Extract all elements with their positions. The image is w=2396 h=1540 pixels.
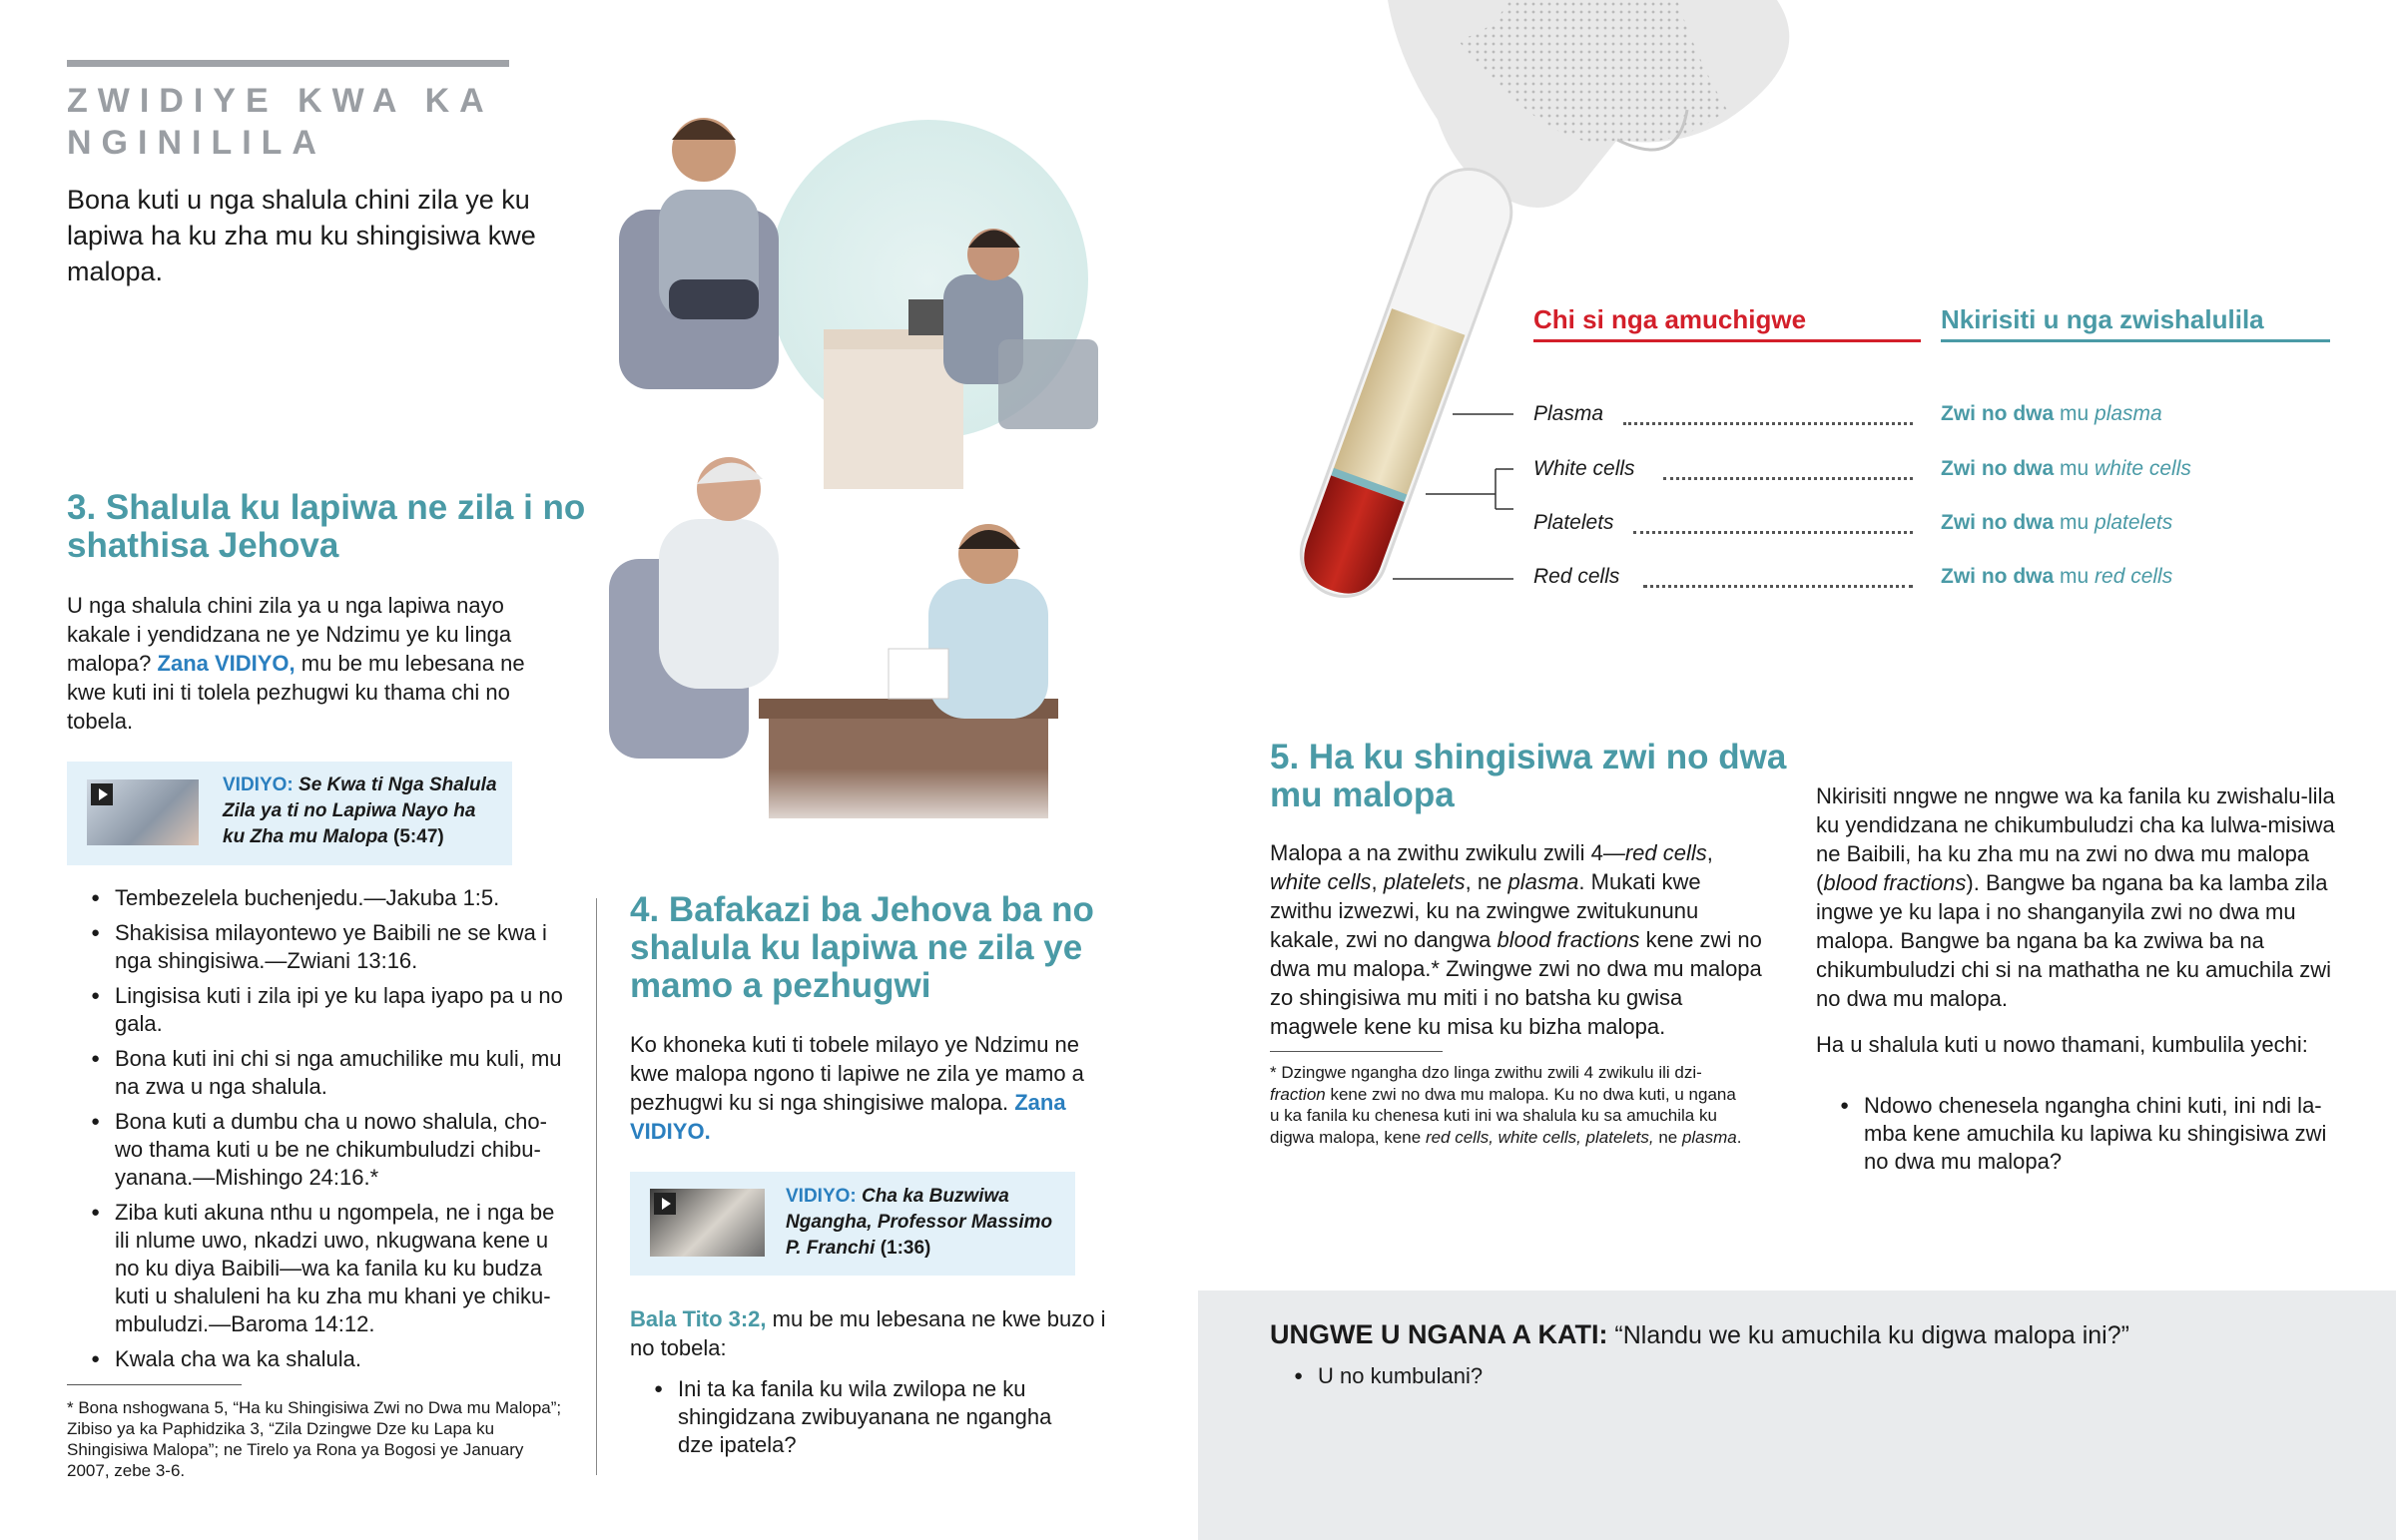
watch-video-link[interactable]: Zana VIDIYO,: [157, 651, 296, 676]
section-3-bullets: [67, 884, 566, 1380]
not-accepted-header: Chi si nga amuchigwe: [1533, 304, 1807, 334]
video-thumbnail[interactable]: [650, 1189, 765, 1257]
doctor-and-patient: [609, 457, 1058, 818]
footnote-2: * Dzingwe ngangha dzo linga zwithu zwili 4 zwikulu ili dzi-fraction kene zwi no dwa mu malopa. Ku no dwa kuti, u ngana u ka fanila ku chenesa kuti ini wa shalula ku sa amuchila ku digwa malopa, kene red cells, white cells, platelets, ne plasma.: [1270, 1063, 1742, 1147]
list-item: ● U no kumbulani?: [1270, 1362, 2069, 1390]
video-caption: VIDIYO: Cha ka Buzwiwa Ngangha, Professor Massimo P. Franchi (1:36): [786, 1186, 1053, 1259]
list-item: ● Bona kuti ini chi si nga amuchilike mu kuli, mu na zwa u nga shalula.: [67, 1045, 566, 1101]
list-item: ● Ziba kuti akuna nthu u ngompela, ne i nga be ili nlume uwo, nkadzi uwo, nkugwana kene u no ku diya Baibili—wa ka fanila ku ku budza kuti u shaluleni ha ku zha mu khani ye chiku-mbuludzi.—Baroma 14:12.: [67, 1199, 566, 1338]
video-caption: VIDIYO: Se Kwa ti Nga Shalula Zila ya ti no Lapiwa Nayo ha ku Zha mu Malopa (5:47): [223, 774, 497, 847]
video-card-1[interactable]: [67, 762, 512, 865]
panel-question: UNGWE U NGANA A KATI: “Nlandu we ku amuchila ku digwa malopa ini?”: [1270, 1319, 2129, 1349]
test-tube: [1289, 157, 1523, 608]
top-rule: [67, 60, 509, 67]
section-3-body: U nga shalula chini zila ya u nga lapiwa nayo kakale i yendidzana ne ye Ndzimu ye ku linga malopa? Zana VIDIYO, mu be mu lebesana ne kwe kuti ini ti tolela pezhugwi ku thama chi no tobela.: [67, 593, 525, 734]
play-icon[interactable]: [91, 783, 113, 805]
paragraph: Ha u shalula kuti u nowo thamani, kumbulila yechi:: [1816, 1032, 2308, 1057]
list-item: ● Ini ta ka fanila ku wila zwilopa ne ku shingidzana zwibuyanana ne ngangha dze ipatela?: [630, 1375, 1079, 1459]
play-icon[interactable]: [654, 1193, 676, 1215]
component-row-red-cells: Red cells Zwi no dwa mu red cells: [1533, 565, 2173, 588]
footnote-rule: [67, 1384, 242, 1385]
watch-video-link[interactable]: Zana VIDIYO.: [630, 1090, 1066, 1144]
not-accepted-rule: [1533, 339, 1921, 342]
section-5-title: 5. Ha ku shingisiwa zwi no dwa mu malopa: [1270, 738, 1787, 814]
section-4-bullets: [630, 1375, 1079, 1466]
leader-dots: [1623, 402, 1913, 425]
leader-dots: [1663, 457, 1913, 480]
video-card-2[interactable]: [630, 1172, 1075, 1276]
scripture-link[interactable]: Bala Tito 3:2,: [630, 1306, 767, 1331]
list-item: ● Kwala cha wa ka shalula.: [67, 1345, 566, 1373]
list-item: ● Lingisisa kuti i zila ipi ye ku lapa iyapo pa u no gala.: [67, 982, 566, 1038]
component-row-plasma: Plasma Zwi no dwa mu plasma: [1533, 402, 2162, 425]
footnote-rule: [1270, 1051, 1443, 1052]
leader-dots: [1643, 565, 1913, 588]
list-item: ● Shakisisa milayontewo ye Baibili ne se kwa i nga shingisiwa.—Zwiani 13:16.: [67, 919, 566, 975]
section-4-title: 4. Bafakazi ba Jehova ba no shalula ku lapiwa ne zila ye mamo a pezhugwi: [630, 890, 1094, 1005]
panel-bullets: [1270, 1362, 2069, 1397]
personal-decision-header: Nkirisiti u nga zwishalulila: [1941, 304, 2264, 334]
young-man-armchair: [619, 118, 779, 389]
list-item: ● Ndowo chenesela ngangha chini kuti, ini ndi la-mba kene amuchila ku lapiwa ku shingisiwa zwi no dwa mu malopa?: [1816, 1092, 2335, 1176]
paragraph: Nkirisiti nngwe ne nngwe wa ka fanila ku zwishalu-lila ku yendidzana ne chikumbuludzi cha ka lulwa-misiwa ne Baibili, ha ku zha mu na zwi no dwa mu malopa (blood fractions). Bangwe ba ngana ba ka lamba zila ingwe ye ku lapa i no shanganyila zwi no dwa mu malopa. Bangwe ba ngana ba ka zwiwa ba na chikumbuludzi chi si na mathatha ne ku amuchila zwi no dwa mu malopa.: [1816, 783, 2335, 1011]
illustration-consultation: [599, 80, 1178, 838]
page-kicker: ZWIDIYE KWA KA NGINILILA: [67, 82, 493, 162]
footnote-1: * Bona nshogwana 5, “Ha ku Shingisiwa Zwi no Dwa mu Malopa”; Zibiso ya ka Paphidzika 3, “Zila Dzingwe Dze ku Lapa ku Shingisiwa Malopa”; ne Tirelo ya Rona ya Bogosi ye January 2007, zebe 3-6.: [67, 1398, 562, 1480]
section-3-title: 3. Shalula ku lapiwa ne zila i no shathisa Jehova: [67, 488, 586, 565]
intro-text: Bona kuti u nga shalula chini zila ye ku lapiwa ha ku zha mu ku shingisiwa kwe malopa.: [67, 185, 536, 286]
component-row-platelets: Platelets Zwi no dwa mu platelets: [1533, 511, 2173, 534]
list-item: ● Bona kuti a dumbu cha u nowo shalula, cho-wo thama kuti u be ne chikumbuludzi chibu-yanana.—Mishingo 24:16.*: [67, 1108, 566, 1192]
section-5-right-body: [1816, 781, 2335, 1076]
column-divider: [596, 898, 597, 1475]
video-thumbnail[interactable]: [87, 779, 199, 845]
section-5-bullets: [1816, 1092, 2335, 1183]
section-4-body: Ko khoneka kuti ti tobele milayo ye Ndzimu ne kwe malopa ngono ti lapiwe ne zila ye mamo a pezhugwi ku si nga shingisiwe malopa. Zana VIDIYO.: [630, 1032, 1084, 1144]
leader-dots: [1633, 511, 1913, 534]
component-row-white-cells: White cells Zwi no dwa mu white cells: [1533, 457, 2191, 480]
section-4-scripture-prompt: Bala Tito 3:2, mu be mu lebesana ne kwe buzo i no tobela:: [630, 1306, 1106, 1360]
personal-decision-rule: [1941, 339, 2330, 342]
list-item: ● Tembezelela buchenjedu.—Jakuba 1:5.: [67, 884, 566, 912]
section-5-body: Malopa a na zwithu zwikulu zwili 4—red cells, white cells, platelets, ne plasma. Mukati kwe zwithu izwezwi, ku na zwingwe zwitukununu kakale, zwi no dangwa blood fractions kene zwi no dwa mu malopa.* Zwingwe zwi no dwa mu malopa zo shingisiwa mu miti i no batsha ku gwisa magwele kene ku misa ku bizha malopa.: [1270, 840, 1762, 1039]
